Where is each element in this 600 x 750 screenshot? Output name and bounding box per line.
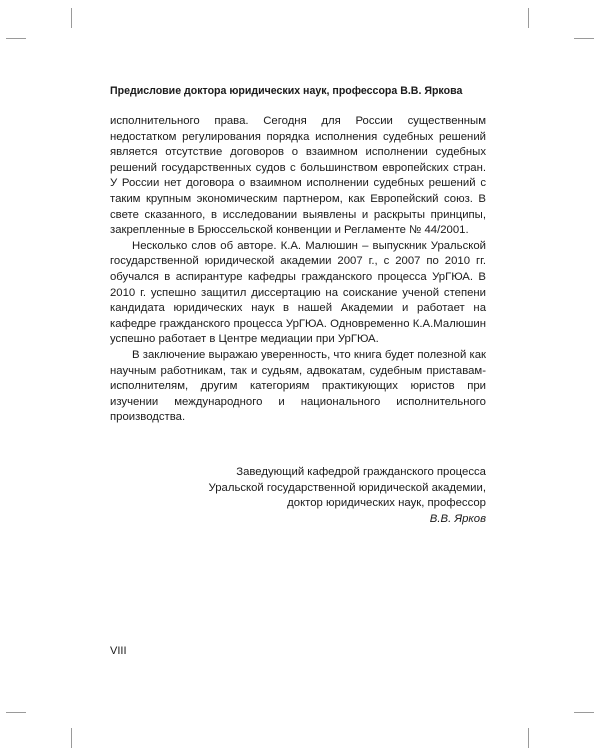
signature-position: Заведующий кафедрой гражданского процесса — [236, 466, 486, 478]
crop-mark-right-top — [574, 38, 594, 39]
crop-mark-bottom-right — [528, 728, 529, 748]
paragraph-3: В заключение выражаю уверенность, что книга будет полезной как научным работникам, так и судьям, адвокатам, судебным приставам-исполнителям, другим категориям практикующих юристов при изучении международного и национального исполнительного производства. — [110, 348, 486, 424]
paragraph-1: исполнительного права. Сегодня для России существенным недостатком регулирования порядка исполнения судебных решений является отсутствие договоров о взаимном исполнении судебных решений государственных судов с большинством европейских стран. У России нет договора о взаимном исполнении судебных решений с таким крупным экономическим партнером, как Европейский союз. В свете сказанного, в исследовании выявлены и раскрыты принципы, закрепленные в Брюссельской конвенции и Регламенте № 44/2001. — [110, 115, 486, 237]
crop-mark-top-left — [71, 8, 72, 28]
crop-mark-left-top — [6, 38, 26, 39]
paragraph-2: Несколько слов об авторе. К.А. Малюшин – выпускник Уральской государственной юридической академии 2007 г., с 2007 по 2010 гг. обучался в аспирантуре кафедры гражданского процесса УрГЮА. В 2010 г. успешно защитил диссертацию на соискание ученой степени кандидата юридических наук в нашей Академии и работает на кафедре гражданского процесса УрГЮА. Одновременно К.А.Малюшин успешно работает в Центре медиации при УрГЮА. — [110, 239, 486, 346]
signature-degree: доктор юридических наук, профессор — [287, 497, 486, 510]
signature-name: В.В. Ярков — [429, 512, 486, 525]
body-text — [110, 114, 486, 426]
signature-institution: Уральской государственной юридической академии, — [208, 481, 486, 494]
crop-mark-left-bottom — [6, 712, 26, 713]
crop-mark-bottom-left — [71, 728, 72, 748]
running-header: Предисловие доктора юридических наук, профессора В.В. Яркова — [110, 85, 463, 97]
page-number: VIII — [110, 645, 127, 657]
signature-block — [126, 465, 486, 527]
crop-mark-right-bottom — [574, 712, 594, 713]
crop-mark-top-right — [528, 8, 529, 28]
